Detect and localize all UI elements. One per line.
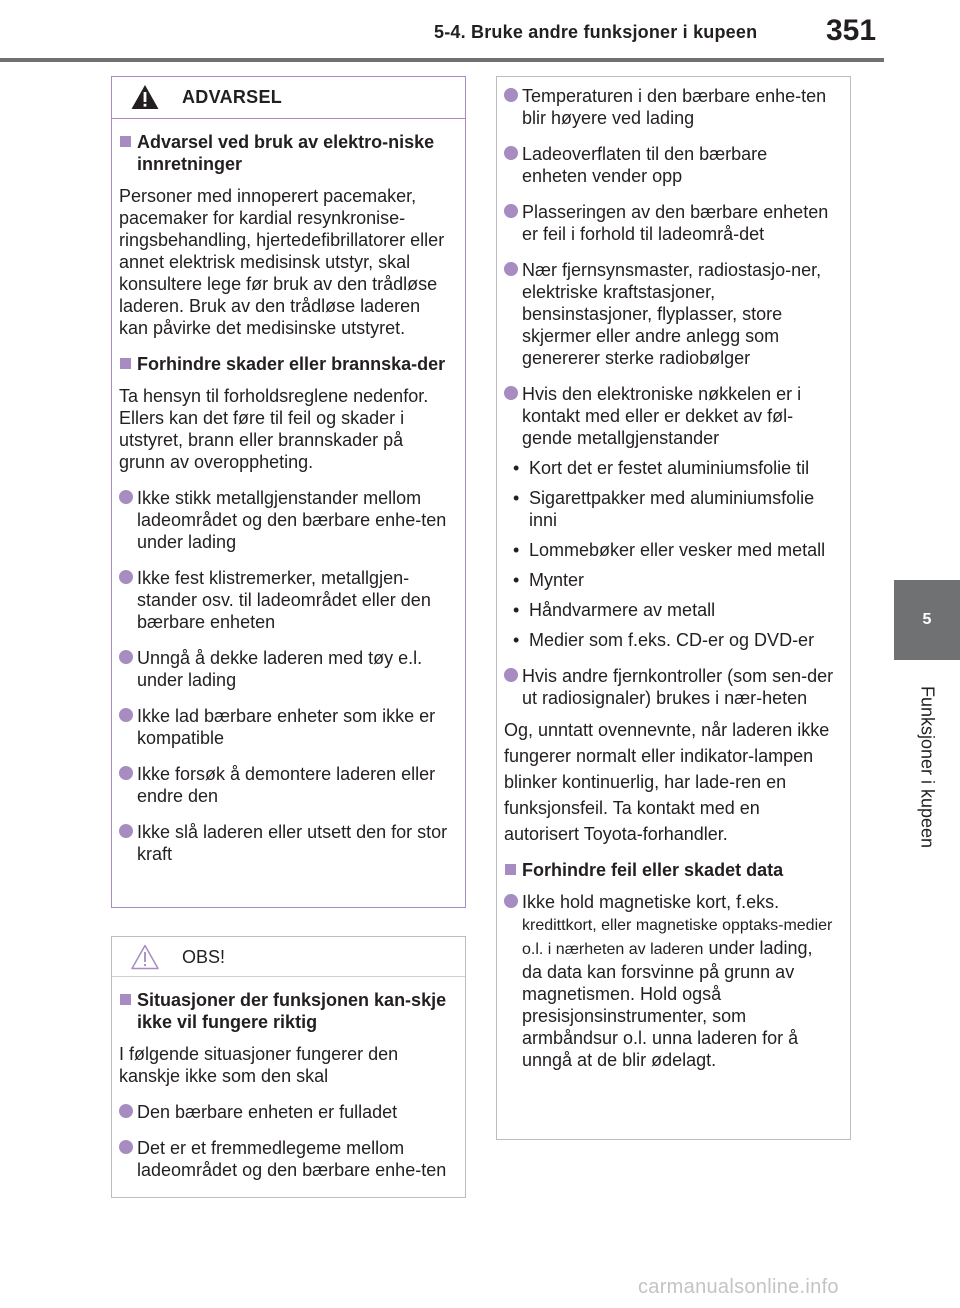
list-item: Ikke lad bærbare enheter som ikke er kompatible <box>119 705 451 749</box>
notice-header <box>112 937 465 977</box>
warning-paragraph: Personer med innoperert pacemaker, pacemaker for kardial resynkronise-ringsbehandling, hjertedefibrillatorer eller annet elektrisk medisinsk utstyr, skal konsultere lege før bruk av den trådløse laderen. Bruk av den trådløse laderen kan påvirke det medisinske utstyret. <box>119 186 445 338</box>
dot-bullet-icon: • <box>513 600 520 620</box>
dot-bullet-icon: • <box>513 630 520 650</box>
warning-header <box>112 77 465 119</box>
list-item: Hvis andre fjernkontroller (som sen-der ut radiosignaler) brukes i nær-heten <box>504 665 836 709</box>
list-item: Temperaturen i den bærbare enhe-ten blir høyere ved lading <box>504 85 836 129</box>
list-item: Ladeoverflaten til den bærbare enheten vender opp <box>504 143 836 187</box>
circle-bullet-icon <box>119 490 133 504</box>
notice-box <box>111 936 466 1198</box>
list-item: Ikke forsøk å demontere laderen eller endre den <box>119 763 451 807</box>
warning-subheading: Forhindre skader eller brannska-der <box>119 353 451 375</box>
caution-triangle-icon <box>130 943 160 971</box>
watermark: carmanualsonline.info <box>638 1276 839 1298</box>
circle-bullet-icon <box>504 386 518 400</box>
last-item-rest: under lading, da data kan forsvinne på grunn av magnetismen. Hold også presisjonsinstrumenter, som armbåndsur o.l. unna laderen for å unngå at de blir ødelagt. <box>522 938 813 1070</box>
dot-bullet-icon: • <box>513 458 520 478</box>
last-item-lead: Ikke hold magnetiske kort, f.eks. <box>522 892 780 912</box>
square-bullet-icon <box>120 358 131 369</box>
sub-list-item: • Mynter <box>513 570 585 590</box>
list-item: Ikke fest klistremerker, metallgjen-stander osv. til ladeområdet eller den bærbare enheten <box>119 567 451 633</box>
list-item <box>504 891 836 1071</box>
circle-bullet-icon <box>504 204 518 218</box>
circle-bullet-icon <box>504 262 518 276</box>
list-item: Unngå å dekke laderen med tøy e.l. under lading <box>119 647 451 691</box>
circle-bullet-icon <box>119 1104 133 1118</box>
dot-bullet-icon: • <box>513 570 520 590</box>
continuation-body <box>497 77 850 1071</box>
circle-bullet-icon <box>119 824 133 838</box>
circle-bullet-icon <box>119 766 133 780</box>
circle-bullet-icon <box>504 146 518 160</box>
list-item: Ikke stikk metallgjenstander mellom ladeområdet og den bærbare enhe-ten under lading <box>119 487 451 553</box>
sub-list-item: • Sigarettpakker med aluminiumsfolie inni <box>513 488 815 530</box>
dot-bullet-icon: • <box>513 488 520 508</box>
circle-bullet-icon <box>119 708 133 722</box>
warning-triangle-icon <box>130 83 160 111</box>
warning-paragraph: Ta hensyn til forholdsreglene nedenfor. Ellers kan det føre til feil og skader i utstyret, brann eller brannskader på grunn av overoppheting. <box>119 386 429 472</box>
circle-bullet-icon <box>504 668 518 682</box>
page-header <box>0 0 960 64</box>
list-item: Ikke slå laderen eller utsett den for stor kraft <box>119 821 451 865</box>
section-title: 5-4. Bruke andre funksjoner i kupeen <box>434 22 758 42</box>
circle-bullet-icon <box>119 570 133 584</box>
list-item: Den bærbare enheten er fulladet <box>119 1101 451 1123</box>
sub-list-item: • Kort det er festet aluminiumsfolie til <box>513 458 810 478</box>
warning-body <box>112 119 465 865</box>
circle-bullet-icon <box>504 894 518 908</box>
chapter-tab-label <box>875 664 960 870</box>
sub-list-item: • Håndvarmere av metall <box>513 600 716 620</box>
warning-subheading: Advarsel ved bruk av elektro-niske innretninger <box>119 131 451 175</box>
continuation-paragraph: Og, unntatt ovennevnte, når laderen ikke fungerer normalt eller indikator-lampen blinker kontinuerlig, har lade-ren en funksjonsfeil. Ta kontakt med en autorisert Toyota-forhandler. <box>504 720 830 844</box>
square-bullet-icon <box>120 994 131 1005</box>
notice-body <box>112 977 465 1181</box>
list-item: Det er et fremmedlegeme mellom ladeområdet og den bærbare enhe-ten <box>119 1137 451 1181</box>
circle-bullet-icon <box>119 1140 133 1154</box>
chapter-tab: 5 <box>894 580 960 660</box>
last-item-small: kredittkort, eller magnetiske opptaks-medier o.l. i nærheten av laderen <box>522 917 833 958</box>
list-item: Plasseringen av den bærbare enheten er feil i forhold til ladeområ-det <box>504 201 836 245</box>
header-rule <box>0 58 884 62</box>
notice-paragraph: I følgende situasjoner fungerer den kanskje ikke som den skal <box>119 1044 399 1086</box>
dot-bullet-icon: • <box>513 540 520 560</box>
circle-bullet-icon <box>504 88 518 102</box>
notice-continuation-box <box>496 76 851 1140</box>
list-item: Nær fjernsynsmaster, radiostasjo-ner, elektriske kraftstasjoner, bensinstasjoner, flyplasser, store skjermer eller andre anlegg som genererer sterke radiobølger <box>504 259 836 369</box>
warning-box <box>111 76 466 908</box>
chapter-label-text: Funksjoner i kupeen <box>917 685 938 849</box>
sub-list-item: • Lommebøker eller vesker med metall <box>513 540 826 560</box>
page-number: 351 <box>826 14 877 47</box>
warning-title: ADVARSEL <box>182 87 283 107</box>
continuation-subheading: Forhindre feil eller skadet data <box>504 859 836 881</box>
notice-title: OBS! <box>182 947 226 967</box>
notice-subheading: Situasjoner der funksjonen kan-skje ikke vil fungere riktig <box>119 989 451 1033</box>
sub-list-item: • Medier som f.eks. CD-er og DVD-er <box>513 630 815 650</box>
square-bullet-icon <box>505 864 516 875</box>
list-item: Hvis den elektroniske nøkkelen er i kontakt med eller er dekket av føl-gende metallgjenstander <box>504 383 836 449</box>
circle-bullet-icon <box>119 650 133 664</box>
square-bullet-icon <box>120 136 131 147</box>
